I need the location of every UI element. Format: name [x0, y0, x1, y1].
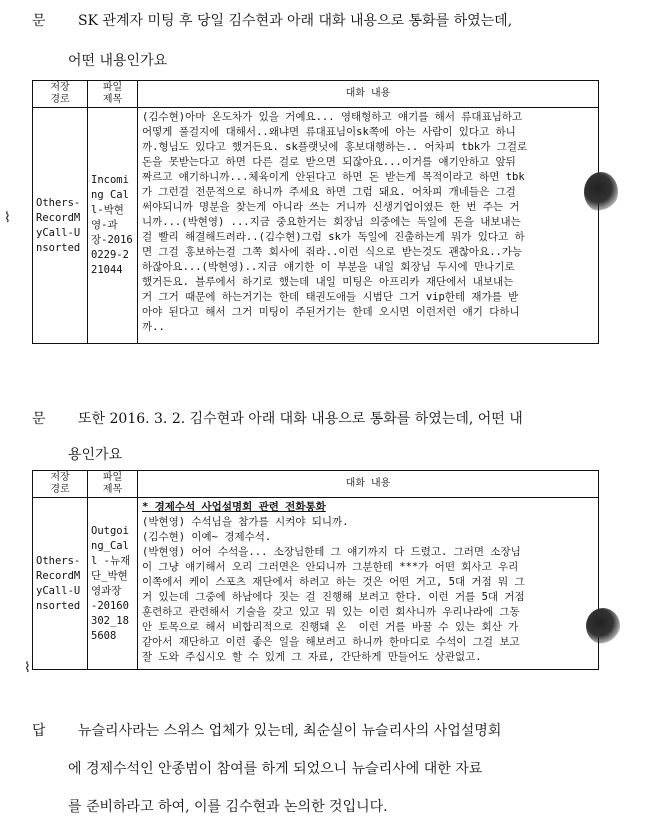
header-path: 저장 경로 — [33, 471, 88, 498]
conversation-line: 아야 된다고 해서 그거 미팅이 주된거기는 한데 오시면 이런저런 얘기 다하니 — [142, 306, 520, 318]
question-line-2: 용인가요 — [68, 447, 123, 463]
header-file: 파일 제목 — [88, 471, 138, 498]
question-line-1: SK 관계자 미팅 후 당일 김수현과 아래 대화 내용으로 통화를 하였는데, — [78, 13, 513, 29]
header-content: 대화 내용 — [138, 81, 599, 108]
hand-mark: ⌇ — [24, 660, 31, 676]
conversation-line: (박현영) 어어 수석을... 소장님한테 그 얘기까지 다 드렸고. 그러면 소장님 — [142, 546, 521, 558]
conversation-line: 면 그걸 홍보하는걸 그쪽 회사에 줘라..이런 식으로 받는것도 괜찮아요..가능 — [142, 246, 523, 258]
answer-line-2: 에 경제수석인 안종범이 참여를 하게 되었으니 뉴슬리사에 대한 자료 — [68, 761, 483, 777]
conversation-table-2 — [32, 470, 599, 670]
conversation-line: 이 그냥 얘기해서 오리 그러면은 안되니까 그분한테 ***가 어떤 회사고 우리 — [142, 561, 519, 573]
question-line-2: 어떤 내용인가요 — [68, 53, 168, 69]
question-mark: 문 — [32, 411, 46, 427]
question-line-1: 또한 2016. 3. 2. 김수현과 아래 대화 내용으로 통화를 하였는데, 어떤 내 — [78, 411, 523, 427]
conversation-line: 이쪽에서 케이 스포츠 재단에서 하려고 하는 것은 어떤 거고, 5대 거점 뭐 그 — [142, 576, 525, 588]
header-content: 대화 내용 — [138, 471, 599, 498]
conversation-line: 가 그런걸 전문적으로 하니까 주세요 하면 그럼 돼요. 어차피 개네들은 그걸 — [142, 186, 516, 198]
question-mark: 문 — [32, 13, 46, 29]
header-path: 저장 경로 — [33, 81, 88, 108]
cell-file: Outgoing_Call -뉴재단_박현영과장 -20160302_185608 — [88, 498, 138, 670]
conversation-line: 했거든요. 블루에서 하기로 했는데 내일 미팅은 아프리카 재단에서 내보내는 — [142, 276, 514, 288]
cell-conversation — [138, 498, 599, 670]
conversation-line: (김수현) 이예~ 경제수석. — [142, 531, 272, 543]
answer-mark: 답 — [32, 723, 46, 739]
conversation-line: 돈을 못받는다고 하면 다른 걸로 받으면 되잖아요...이거를 얘기안하고 앞뒤 — [142, 156, 516, 168]
conversation-line: 어떻게 풀걸지에 대해서..왜냐면 류대표님이sk쪽에 아는 사람이 있다고 하니 — [142, 126, 516, 138]
conversation-line: 걸 빨리 해결해드려라..(김수현)그럼 sk가 독일에 진출하는게 뭐가 있다고 하 — [142, 231, 525, 243]
header-file: 파일 제목 — [88, 81, 138, 108]
conversation-line: 잘 도와 주십시오 할 수 있게 그 자료, 간단하게 만들어도 상관없고. — [142, 651, 482, 663]
conversation-line: 까.. — [142, 321, 165, 333]
conversation-line: 하잖아요...(박현영)..지금 얘기한 이 부분을 내일 회장님 두시에 만나기로 — [142, 261, 515, 273]
redaction-scribble — [586, 608, 620, 644]
conversation-line: 훈련하고 관련해서 기술을 갖고 있고 뭐 있는 이런 회사니까 우리나라에 그동 — [142, 606, 520, 618]
conversation-line: 써야되니까 명분을 찾는게 아니라 쓰는 거니까 신생기업이였든 한 번 주는 거 — [142, 201, 520, 213]
cell-path: Others-RecordMyCall-Unsorted — [33, 498, 88, 670]
redaction-scribble — [584, 172, 618, 212]
conversation-line: 까.형님도 있다고 했거든요. sk플랫닛에 홍보대행하는.. 어차피 tbk가 그걸로 — [142, 141, 528, 153]
answer-line-3: 를 준비하라고 하여, 이를 김수현과 논의한 것입니다. — [68, 799, 388, 815]
conversation-line: 안 토목으로 해서 비합리적으로 진행돼 온 이런 거를 바꿀 수 있는 회산 가 — [142, 621, 519, 633]
conversation-table-1 — [32, 80, 599, 344]
answer-line-1: 뉴슬리사라는 스위스 업체가 있는데, 최순실이 뉴슬리사의 사업설명회 — [78, 723, 502, 739]
hand-mark: ⌇ — [4, 210, 11, 226]
cell-path: Others-RecordMyCall-Unsorted — [33, 108, 88, 344]
conversation-line: 니까...(박현영) ...지금 중요한거는 회장님 의중에는 독일에 돈을 내보내는 — [142, 216, 521, 228]
cell-conversation — [138, 108, 599, 344]
conversation-line: 짜르고 얘기하니까...체육이게 안된다고 하면 돈 받는게 목적이라고 하면 tbk — [142, 171, 525, 183]
conversation-line: (박현영) 수석님을 참가를 시켜야 되니까. — [142, 516, 349, 528]
conversation-title: * 경제수석 사업설명회 관련 전화통화 — [142, 501, 326, 513]
conversation-line: (김수현)아마 온도차가 있을 거예요... 영태형하고 얘기를 해서 류대표님하고 — [142, 111, 523, 123]
conversation-line: 같아서 재단하고 이런 좋은 일을 해보려고 하니까 한마디로 수석이 그걸 보고 — [142, 636, 520, 648]
cell-file: Incoming Call-박현영-과장-20160229-221044 — [88, 108, 138, 344]
conversation-line: 거 그거 때문에 하는거기는 한데 태권도애들 시범단 그거 vip한테 재가를 받 — [142, 291, 519, 303]
conversation-line: 거 있는데 그중에 하남에다 짓는 걸 진행해 보려고 한다. 이런 거를 5대 거점 — [142, 591, 525, 603]
